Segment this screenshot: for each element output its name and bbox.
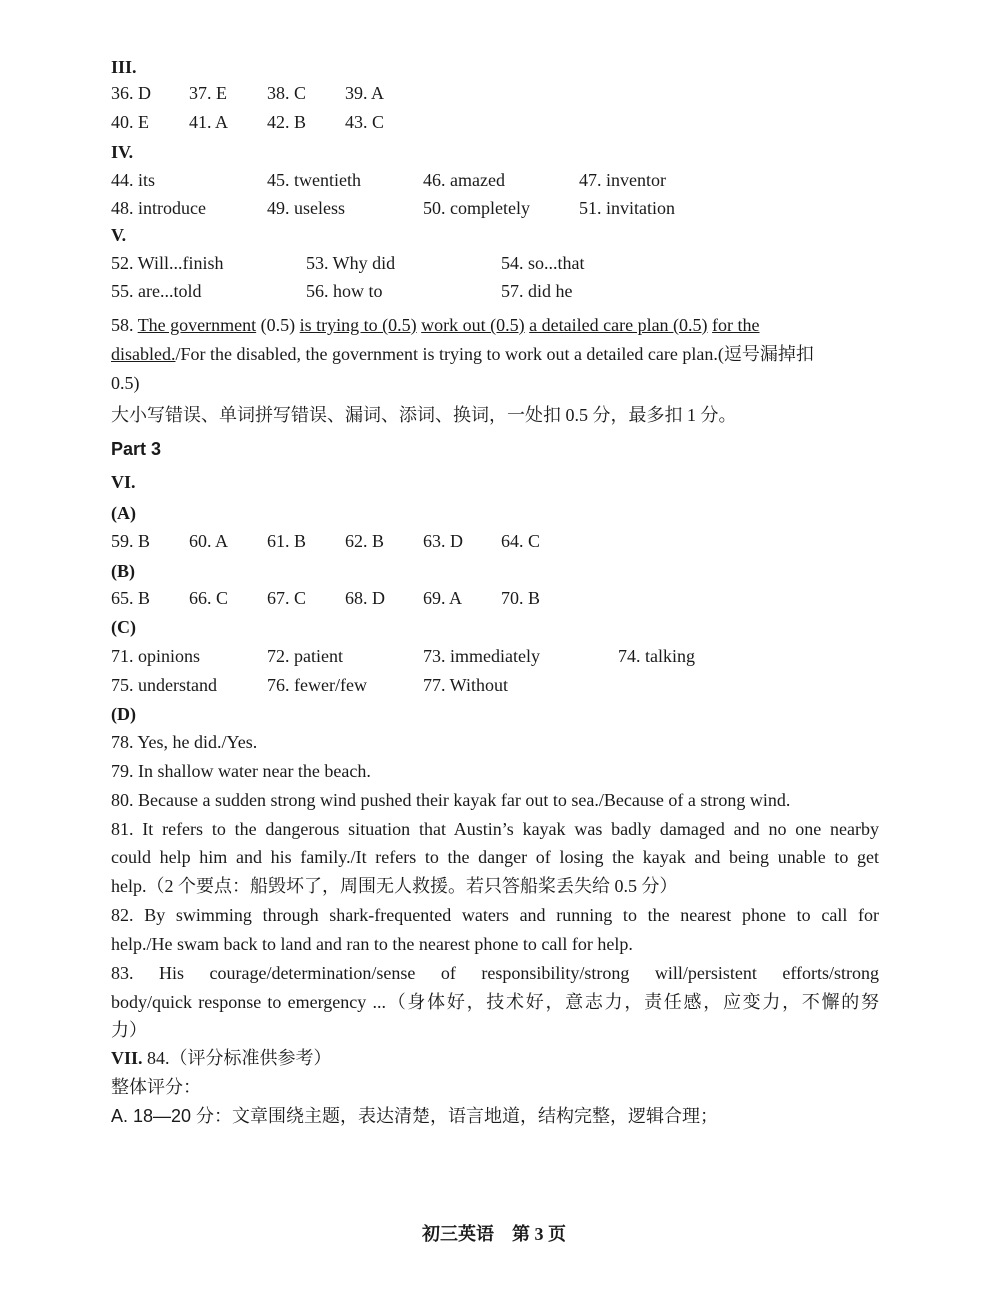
answer-80: 80. Because a sudden strong wind pushed their kayak far out to sea./Because of a strong wind. xyxy=(111,790,791,810)
answer-79: 79. In shallow water near the beach. xyxy=(111,761,371,781)
answer-81-line-1: 81. It refers to the dangerous situation that Austin’s kayak was badly damaged and no one nearby xyxy=(111,819,879,839)
answer-66: 66. C xyxy=(189,588,229,608)
answer-57: 57. did he xyxy=(501,281,573,301)
answer-83-line-3: 力） xyxy=(111,1020,147,1040)
answer-51: 51. invitation xyxy=(579,198,675,218)
answer-59: 59. B xyxy=(111,531,151,551)
answer-60: 60. A xyxy=(189,531,229,551)
section-iv-heading: IV. xyxy=(111,142,134,162)
answer-58-part-1: The government xyxy=(137,315,257,335)
answer-50: 50. completely xyxy=(423,198,530,218)
section-v-heading: V. xyxy=(111,225,127,245)
answer-83-line-1: 83. His courage/determination/sense of responsibility/strong will/persistent efforts/strong xyxy=(111,963,879,983)
answer-47: 47. inventor xyxy=(579,170,666,190)
answer-58-score-1: (0.5) xyxy=(256,315,300,335)
answer-58-line-1 xyxy=(111,314,760,336)
grade-a-criteria: A. 18—20 分：文章围绕主题，表达清楚，语言地道，结构完整，逻辑合理； xyxy=(111,1106,719,1126)
answer-82-line-2: help./He swam back to land and ran to the nearest phone to call for help. xyxy=(111,934,633,954)
answer-43: 43. C xyxy=(345,112,385,132)
answer-45: 45. twentieth xyxy=(267,170,361,190)
answer-56: 56. how to xyxy=(306,281,383,301)
passage-c-label: (C) xyxy=(111,617,136,637)
answer-49: 49. useless xyxy=(267,198,345,218)
answer-58-part-6: disabled. xyxy=(111,344,176,364)
answer-54: 54. so...that xyxy=(501,253,585,273)
scoring-note: （评分标准供参考） xyxy=(169,1048,332,1068)
answer-64: 64. C xyxy=(501,531,541,551)
answer-40: 40. E xyxy=(111,112,149,132)
answer-81-line-3: help.（2 个要点：船毁坏了，周围无人救援。若只答船桨丢失给 0.5 分） xyxy=(111,876,678,896)
answer-58-line-2 xyxy=(111,343,814,365)
answer-70: 70. B xyxy=(501,588,541,608)
section-vii-line xyxy=(111,1047,332,1069)
answer-77: 77. Without xyxy=(423,675,508,695)
answer-61: 61. B xyxy=(267,531,307,551)
answer-69: 69. A xyxy=(423,588,463,608)
answer-67: 67. C xyxy=(267,588,307,608)
answer-81-line-2: could help him and his family./It refers to the danger of losing the kayak and being unable to get xyxy=(111,847,879,867)
answer-58-line-3: 0.5) xyxy=(111,373,140,393)
section-vii-heading: VII. xyxy=(111,1048,143,1068)
answer-58-alternative: /For the disabled, the government is trying to work out a detailed care plan.(逗号漏掉扣 xyxy=(175,344,814,364)
answer-42: 42. B xyxy=(267,112,307,132)
answer-58-number: 58. xyxy=(111,315,138,335)
answer-78: 78. Yes, he did./Yes. xyxy=(111,732,258,752)
answer-58-part-4: a detailed care plan (0.5) xyxy=(529,315,708,335)
answer-58-part-2: is trying to (0.5) xyxy=(299,315,417,335)
answer-68: 68. D xyxy=(345,588,385,608)
answer-63: 63. D xyxy=(423,531,463,551)
answer-71: 71. opinions xyxy=(111,646,201,666)
answer-46: 46. amazed xyxy=(423,170,505,190)
answer-55: 55. are...told xyxy=(111,281,202,301)
answer-58-part-5: for the xyxy=(712,315,760,335)
passage-d-label: (D) xyxy=(111,704,136,724)
answer-44: 44. its xyxy=(111,170,156,190)
answer-36: 36. D xyxy=(111,83,151,103)
answer-72: 72. patient xyxy=(267,646,343,666)
answer-74: 74. talking xyxy=(618,646,695,666)
answer-73: 73. immediately xyxy=(423,646,540,666)
answer-62: 62. B xyxy=(345,531,385,551)
answer-39: 39. A xyxy=(345,83,385,103)
answer-83-line-2: body/quick response to emergency ...（身体好，技术好，意志力，责任感，应变力，不懈的努 xyxy=(111,992,879,1012)
answer-53: 53. Why did xyxy=(306,253,396,273)
answer-37: 37. E xyxy=(189,83,227,103)
answer-48: 48. introduce xyxy=(111,198,206,218)
section-vi-heading: VI. xyxy=(111,472,136,492)
question-84-number: 84. xyxy=(142,1048,170,1068)
answer-76: 76. fewer/few xyxy=(267,675,367,695)
deduction-rule: 大小写错误、单词拼写错误、漏词、添词、换词，一处扣 0.5 分，最多扣 1 分。 xyxy=(111,405,737,425)
answer-65: 65. B xyxy=(111,588,151,608)
part-3-heading: Part 3 xyxy=(111,439,162,459)
answer-52: 52. Will...finish xyxy=(111,253,224,273)
passage-b-label: (B) xyxy=(111,561,135,581)
passage-a-label: (A) xyxy=(111,503,136,523)
answer-38: 38. C xyxy=(267,83,307,103)
page-footer: 初三英语 第 3 页 xyxy=(422,1224,566,1244)
overall-scoring-label: 整体评分： xyxy=(111,1077,201,1097)
answer-41: 41. A xyxy=(189,112,229,132)
section-iii-heading: III. xyxy=(111,57,137,77)
answer-58-part-3: work out (0.5) xyxy=(421,315,525,335)
answer-75: 75. understand xyxy=(111,675,217,695)
answer-82-line-1: 82. By swimming through shark-frequented waters and running to the nearest phone to call for xyxy=(111,905,879,925)
